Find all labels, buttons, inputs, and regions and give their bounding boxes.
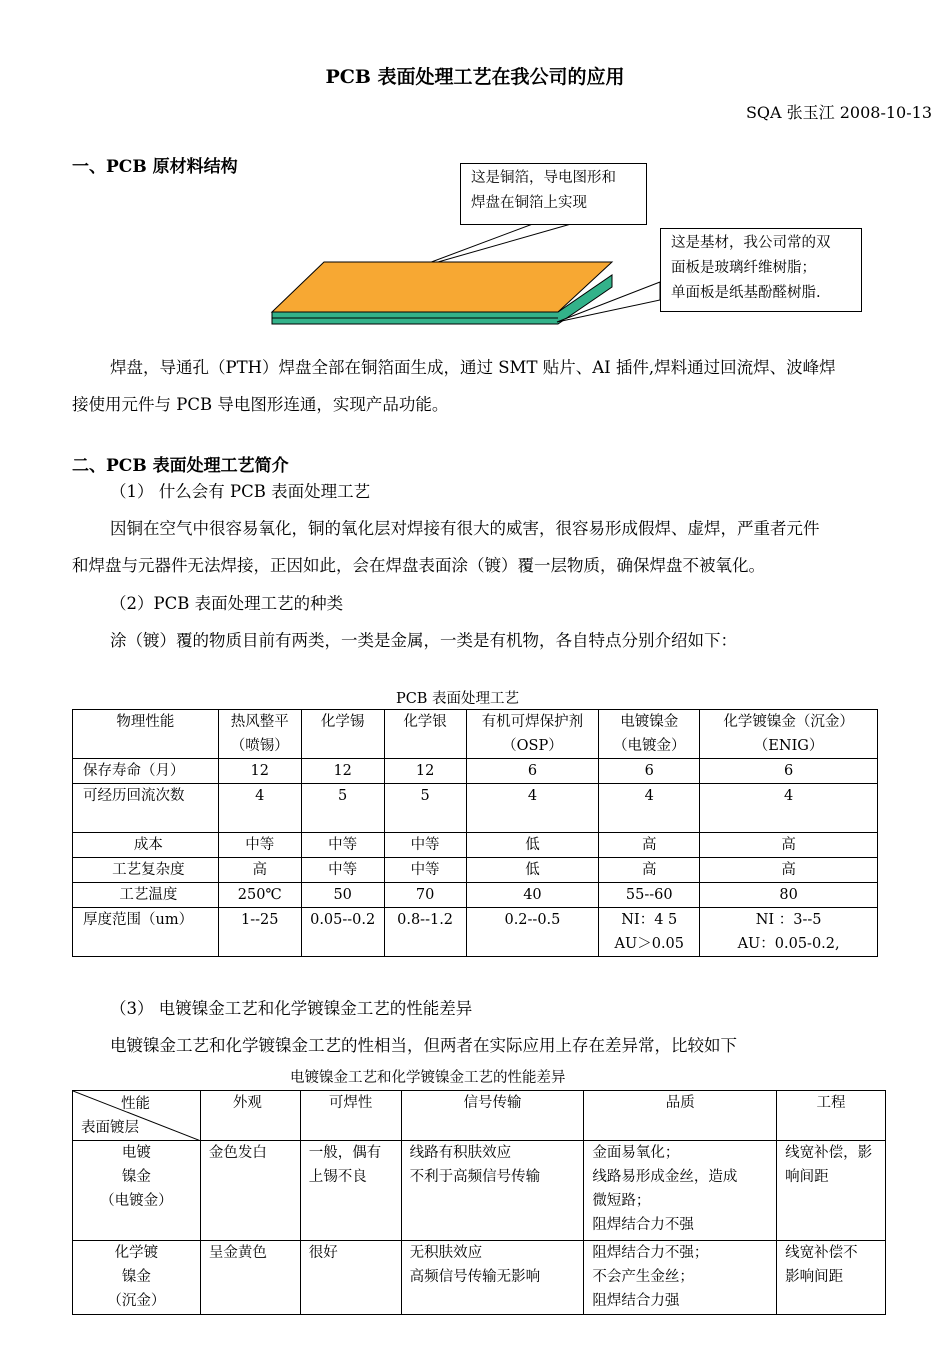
paragraph-1-line-2: 接使用元件与 PCB 导电图形连通，实现产品功能。: [72, 395, 449, 414]
table-cell: 成本: [73, 833, 219, 858]
table-cell: 4: [466, 784, 599, 833]
table-cell: 呈金黄色: [200, 1241, 300, 1315]
paragraph-4: 电镀镍金工艺和化学镀镍金工艺的性相当，但两者在实际应用上存在差异常，比较如下: [110, 1036, 737, 1055]
table-cell: 40: [466, 883, 599, 908]
callout-text: 面板是玻璃纤维树脂；: [671, 260, 816, 276]
table-cell: 12: [218, 759, 301, 784]
table-cell: 高: [218, 858, 301, 883]
callout-copper-foil: [460, 163, 647, 225]
table-cell: 线路有积肤效应 不利于高频信号传输: [401, 1141, 584, 1241]
table-header-cell: 工程: [777, 1091, 886, 1141]
table-header-cell: 外观: [200, 1091, 300, 1141]
table-cell: 4: [599, 784, 700, 833]
page-title: PCB 表面处理工艺在我公司的应用: [325, 66, 625, 88]
table-gold-comparison: [72, 1090, 886, 1315]
table-row: [73, 1141, 886, 1241]
table-row: [73, 883, 878, 908]
table-header-cell: 有机可焊保护剂 （OSP）: [466, 710, 599, 759]
author-date: SQA 张玉江 2008-10-13: [745, 103, 932, 122]
table-cell: 80: [700, 883, 878, 908]
table-header-cell: 化学银: [384, 710, 466, 759]
table-cell: 金面易氧化； 线路易形成金丝，造成 微短路； 阻焊结合力不强: [584, 1141, 777, 1241]
table-cell: NI ：3--5 AU：0.05-0.2,: [700, 908, 878, 957]
table-cell: 可经历回流次数: [73, 784, 219, 833]
section-heading-2: 二、PCB 表面处理工艺简介: [72, 456, 289, 476]
table-cell: 电镀 镍金 （电镀金）: [73, 1141, 201, 1241]
table-cell: 0.8--1.2: [384, 908, 466, 957]
callout-text: 焊盘在铜箔上实现: [471, 195, 587, 211]
subheading-1: （1） 什么会有 PCB 表面处理工艺: [110, 482, 371, 501]
table-cell: 1--25: [218, 908, 301, 957]
copper-foil-layer: [272, 262, 612, 312]
table-cell: 高: [599, 858, 700, 883]
table-header-cell: 电镀镍金 （电镀金）: [599, 710, 700, 759]
paragraph-2-line-2: 和焊盘与元器件无法焊接，正因如此，会在焊盘表面涂（镀）覆一层物质，确保焊盘不被氧化。: [72, 556, 765, 575]
table-cell: 厚度范围（um）: [73, 908, 219, 957]
table-cell: 金色发白: [200, 1141, 300, 1241]
table-row: [73, 908, 878, 957]
table-row: [73, 858, 878, 883]
table-cell: 6: [466, 759, 599, 784]
table-cell: 50: [301, 883, 384, 908]
table-header-cell: 信号传输: [401, 1091, 584, 1141]
table-header-cell: 可焊性: [300, 1091, 401, 1141]
table-header-cell: 物理性能: [73, 710, 219, 759]
section-heading-1: 一、PCB 原材料结构: [72, 157, 238, 177]
table-cell: 高: [700, 833, 878, 858]
callout-text: 这是基材，我公司常的双: [671, 235, 831, 251]
table-row: [73, 833, 878, 858]
callout-substrate: [660, 228, 862, 312]
callout-text: 这是铜箔，导电图形和: [471, 170, 616, 186]
callout-text: 单面板是纸基酚醛树脂.: [671, 285, 821, 301]
table-cell: 4: [700, 784, 878, 833]
table-header-row: [73, 1091, 886, 1141]
table-cell: 0.05--0.2: [301, 908, 384, 957]
table-cell: 中等: [301, 858, 384, 883]
table-cell: 低: [466, 833, 599, 858]
table-cell: 6: [599, 759, 700, 784]
table-header-cell: 品质: [584, 1091, 777, 1141]
table-cell: 化学镀 镍金 （沉金）: [73, 1241, 201, 1315]
table-cell: 线宽补偿，影 响间距: [777, 1141, 886, 1241]
table-cell: 4: [218, 784, 301, 833]
table-cell: 70: [384, 883, 466, 908]
table-cell: 中等: [384, 833, 466, 858]
table-header-row: [73, 710, 878, 759]
table-corner-cell: [73, 1091, 201, 1141]
table-header-cell: 热风整平 （喷锡）: [218, 710, 301, 759]
table-cell: 5: [301, 784, 384, 833]
table-row: [73, 1241, 886, 1315]
table-cell: 线宽补偿不 影响间距: [777, 1241, 886, 1315]
subheading-2: （2）PCB 表面处理工艺的种类: [110, 594, 344, 613]
paragraph-1-line-1: 焊盘，导通孔（PTH）焊盘全部在铜箔面生成，通过 SMT 贴片、AI 插件,焊料通过回流焊、波峰焊: [110, 358, 836, 377]
table-surface-finish: [72, 709, 878, 957]
table-cell: 保存寿命（月）: [73, 759, 219, 784]
table-cell: NI：4 5 AU＞0.05: [599, 908, 700, 957]
table-cell: 中等: [301, 833, 384, 858]
table-cell: 工艺温度: [73, 883, 219, 908]
table-cell: 250℃: [218, 883, 301, 908]
table-row: [73, 759, 878, 784]
paragraph-2-line-1: 因铜在空气中很容易氧化，铜的氧化层对焊接有很大的威害，很容易形成假焊、虚焊，严重者元件: [110, 519, 820, 538]
table-cell: 高: [700, 858, 878, 883]
table-header-cell: 化学锡: [301, 710, 384, 759]
table-cell: 中等: [218, 833, 301, 858]
table-cell: 12: [301, 759, 384, 784]
corner-top-label: 性能: [121, 1096, 150, 1112]
table-1-caption: PCB 表面处理工艺: [395, 691, 520, 707]
table-header-cell: 化学镀镍金（沉金） （ENIG）: [700, 710, 878, 759]
table-cell: 0.2--0.5: [466, 908, 599, 957]
table-cell: 55--60: [599, 883, 700, 908]
corner-bottom-label: 表面镀层: [81, 1120, 139, 1136]
table-cell: 高: [599, 833, 700, 858]
paragraph-3: 涂（镀）覆的物质目前有两类，一类是金属，一类是有机物，各自特点分别介绍如下：: [110, 631, 737, 650]
table-cell: 阻焊结合力不强； 不会产生金丝； 阻焊结合力强: [584, 1241, 777, 1315]
table-row: [73, 784, 878, 833]
table-2-caption: 电镀镍金工艺和化学镀镍金工艺的性能差异: [290, 1070, 566, 1086]
table-cell: 6: [700, 759, 878, 784]
table-cell: 5: [384, 784, 466, 833]
subheading-3: （3） 电镀镍金工艺和化学镀镍金工艺的性能差异: [110, 999, 473, 1018]
table-cell: 工艺复杂度: [73, 858, 219, 883]
table-cell: 很好: [300, 1241, 401, 1315]
table-cell: 一般，偶有 上锡不良: [300, 1141, 401, 1241]
table-cell: 无积肤效应 高频信号传输无影响: [401, 1241, 584, 1315]
table-cell: 中等: [384, 858, 466, 883]
table-cell: 低: [466, 858, 599, 883]
table-cell: 12: [384, 759, 466, 784]
